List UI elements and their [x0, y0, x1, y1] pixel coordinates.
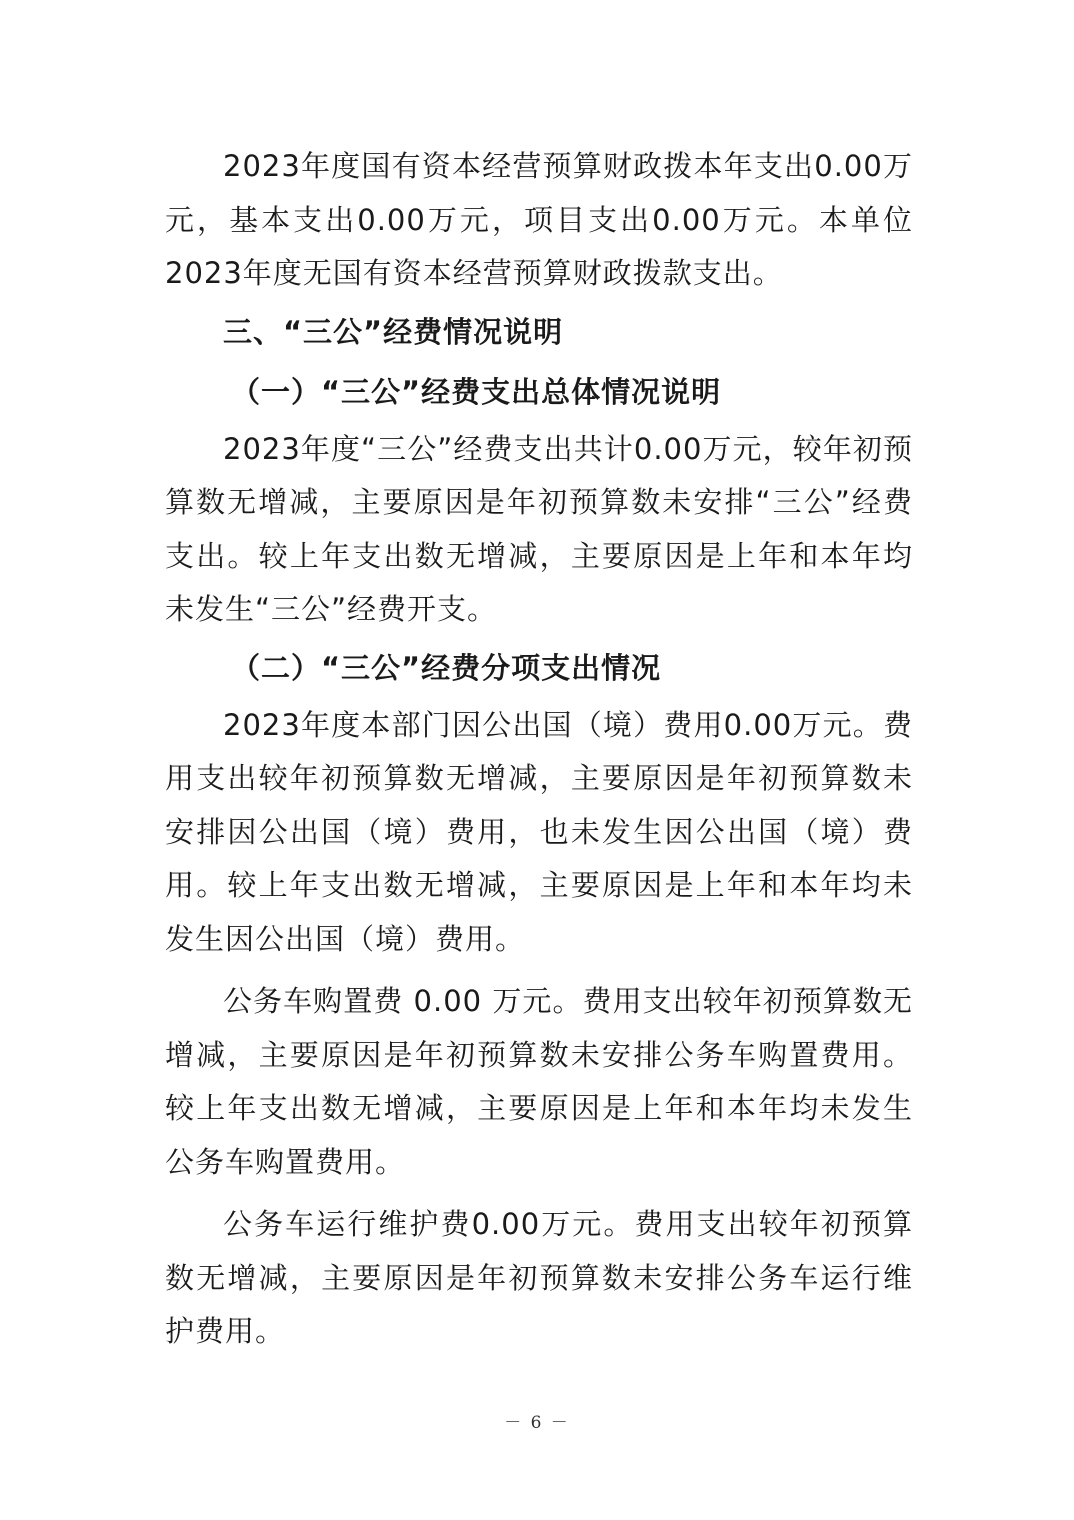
- paragraph-vehicle-purchase: 公务车购置费 0.00 万元。费用支出较年初预算数无增减，主要原因是年初预算数未安排公务车购置费用。较上年支出数无增减，主要原因是上年和本年均未发生公务车购置费用。: [165, 984, 913, 1179]
- subheading-overall-expenses: （一）“三公”经费支出总体情况说明: [231, 374, 722, 409]
- section-heading-three-public-expenses: 三、“三公”经费情况说明: [223, 314, 564, 349]
- page-body: [165, 140, 913, 1359]
- paragraph-state-capital-budget: 2023年度国有资本经营预算财政拨本年支出0.00万元，基本支出0.00万元，项目支出0.00万元。本单位2023年度无国有资本经营预算财政拨款支出。: [165, 149, 913, 290]
- paragraph-overseas-travel: 2023年度本部门因公出国（境）费用0.00万元。费用支出较年初预算数无增减，主要原因是年初预算数未安排因公出国（境）费用，也未发生因公出国（境）费用。较上年支出数无增减，主要原因是上年和本年均未发生因公出国（境）费用。: [165, 707, 913, 956]
- page-number: － 6 －: [504, 1413, 570, 1433]
- paragraph-overall-expenses: 2023年度“三公”经费支出共计0.00万元，较年初预算数无增减，主要原因是年初预算数未安排“三公”经费支出。较上年支出数无增减，主要原因是上年和本年均未发生“三公”经费开支。: [165, 431, 913, 626]
- paragraph-vehicle-maintenance: 公务车运行维护费0.00万元。费用支出较年初预算数无增减，主要原因是年初预算数未安排公务车运行维护费用。: [165, 1207, 913, 1348]
- subheading-itemized-expenses: （二）“三公”经费分项支出情况: [231, 650, 662, 685]
